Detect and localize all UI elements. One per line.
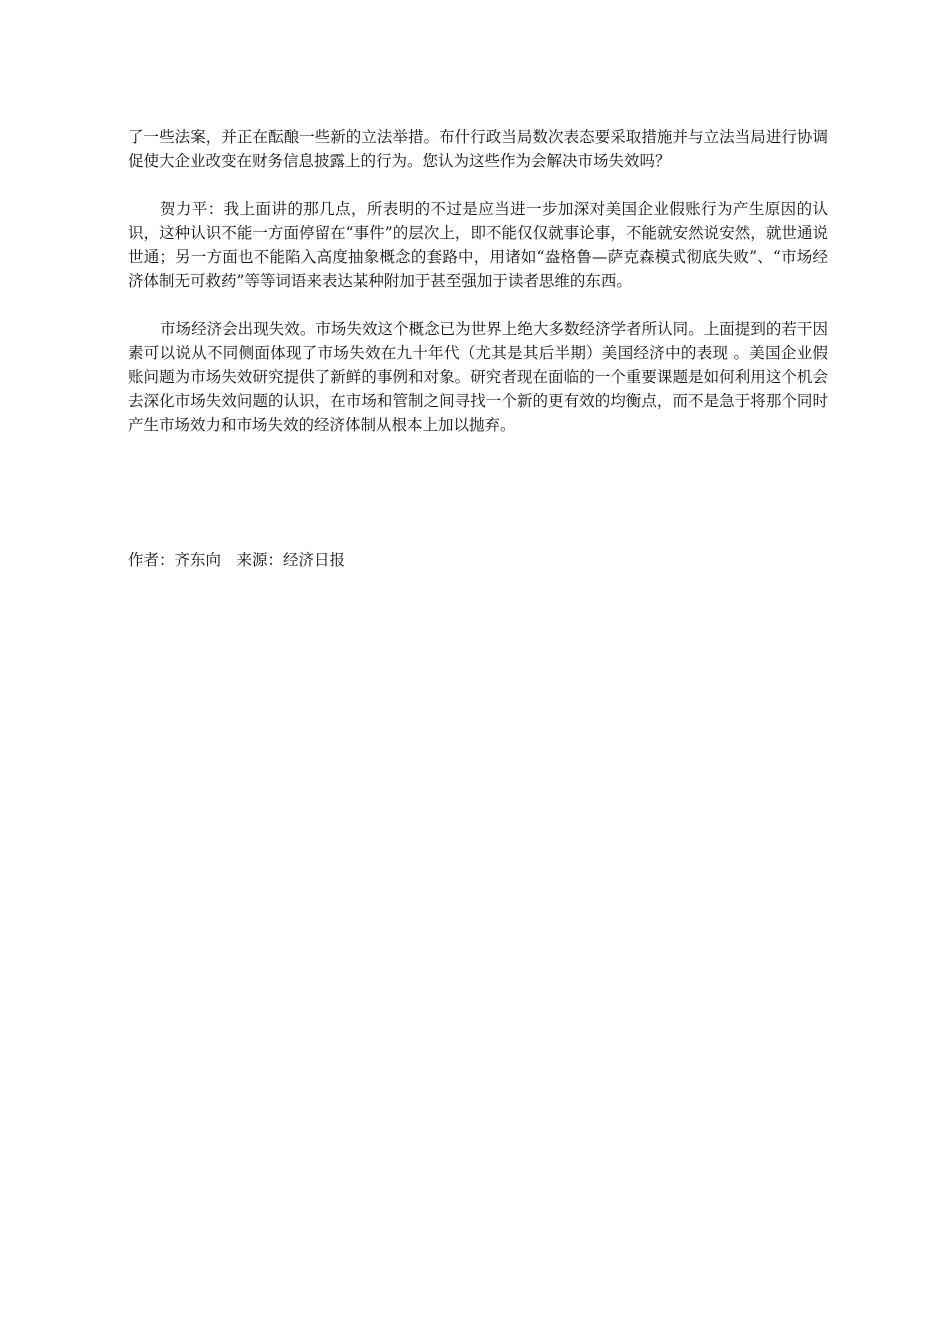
paragraph-1: 了一些法案，并正在酝酿一些新的立法举措。布什行政当局数次表态要采取措施并与立法当局进行协调促使大企业改变在财务信息披露上的行为。您认为这些作为会解决市场失效吗？	[128, 128, 828, 170]
article-body	[128, 125, 828, 437]
paragraph-3: 市场经济会出现失效。市场失效这个概念已为世界上绝大多数经济学者所认同。上面提到的若干因素可以说从不同侧面体现了市场失效在九十年代（尤其是其后半期）美国经济中的表现 。美国企业假账问题为市场失效研究提供了新鲜的事例和对象。研究者现在面临的一个重要课题是如何利用这个机会去深化市场失效问题的认识，在市场和管制之间寻找一个新的更有效的均衡点，而不是急于将那个同时产生市场效力和市场失效的经济体制从根本上加以抛弃。	[128, 320, 828, 434]
author-source-byline: 作者：齐东向 来源：经济日报	[128, 551, 346, 569]
paragraph-2: 贺力平：我上面讲的那几点，所表明的不过是应当进一步加深对美国企业假账行为产生原因的认识，这种认识不能一方面停留在“事件”的层次上，即不能仅仅就事论事，不能就安然说安然，就世通说世通；另一方面也不能陷入高度抽象概念的套路中，用诸如“盎格鲁—萨克森模式彻底失败”、“市场经济体制无可救药”等等词语来表达某种附加于甚至强加于读者思维的东西。	[128, 200, 828, 290]
